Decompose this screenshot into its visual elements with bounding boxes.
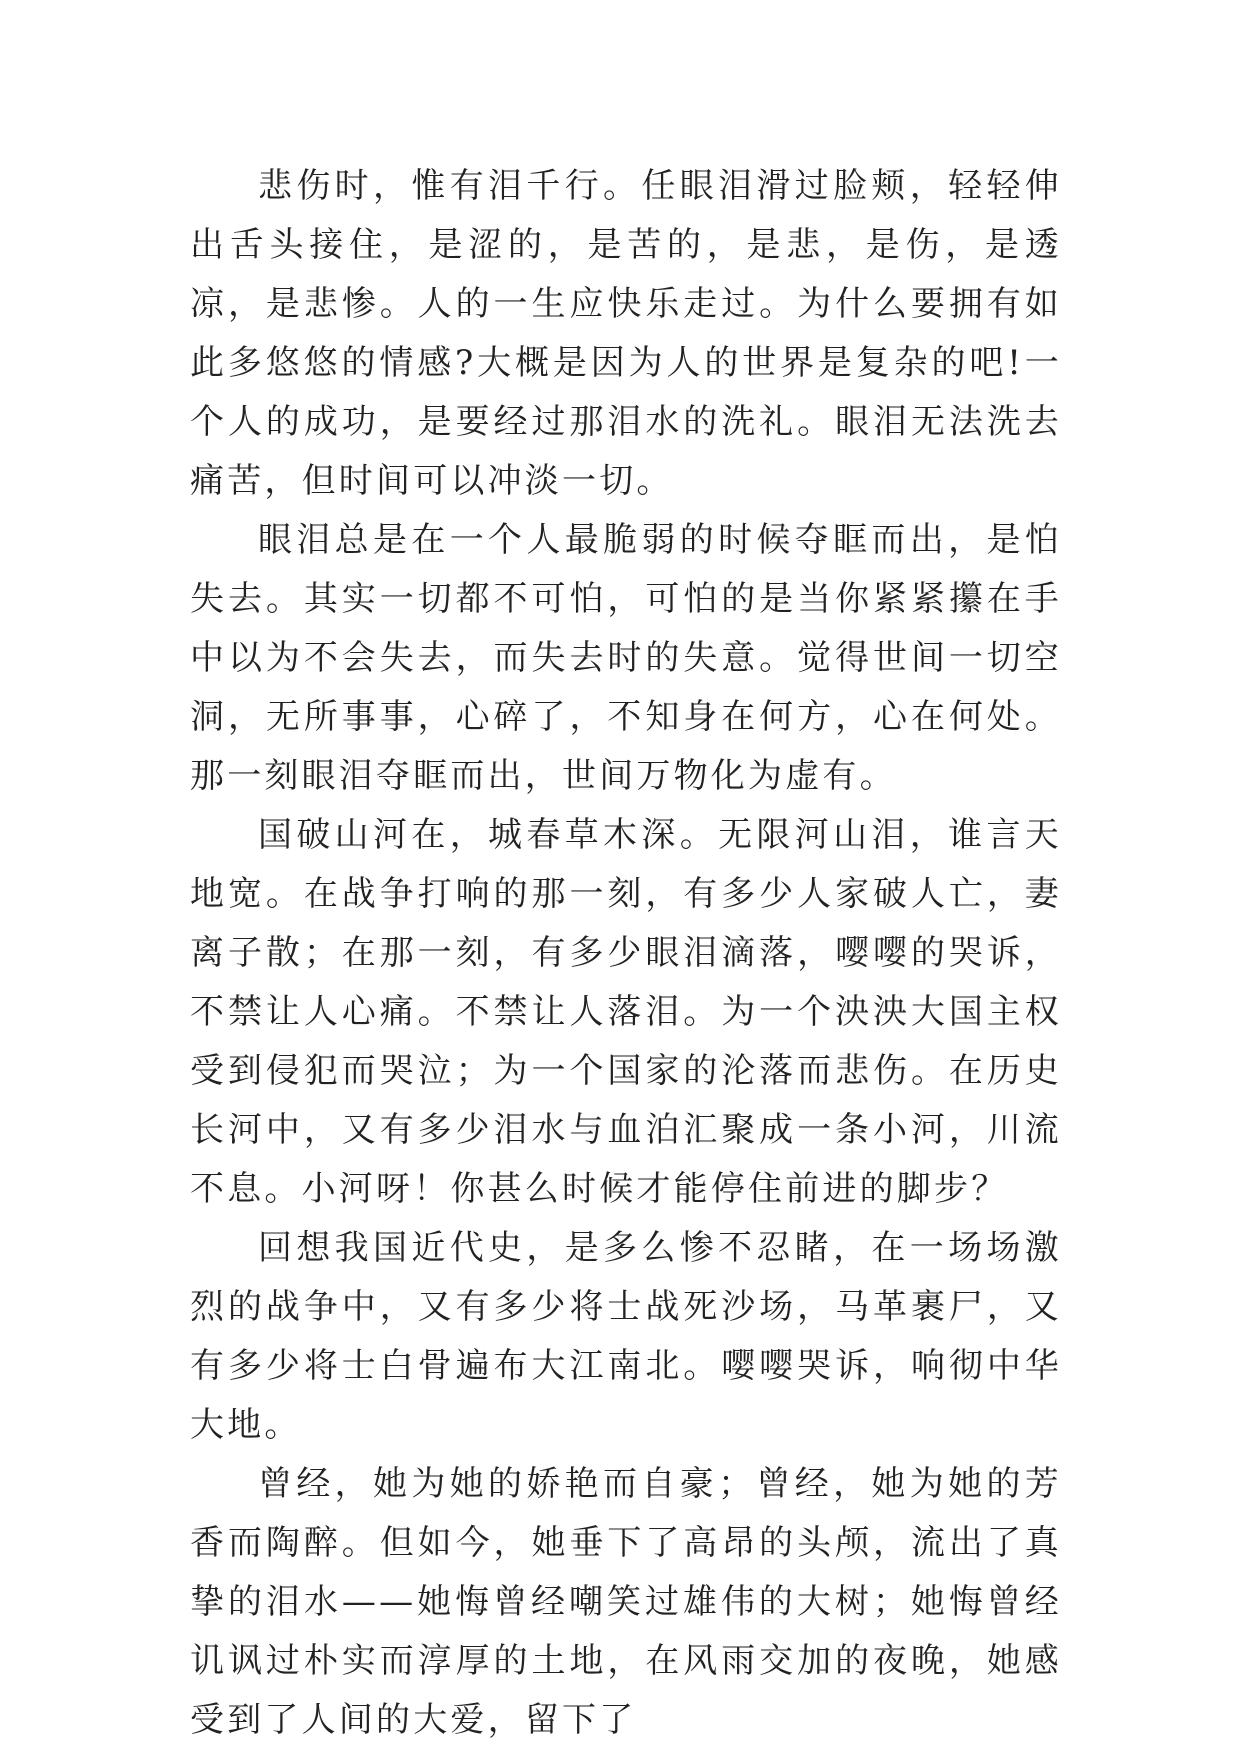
- article-body: [190, 157, 1062, 1750]
- paragraph-1: 悲伤时，惟有泪千行。任眼泪滑过脸颊，轻轻伸出舌头接住，是涩的，是苦的，是悲，是伤，是透凉，是悲惨。人的一生应快乐走过。为什么要拥有如此多悠悠的情感?大概是因为人的世界是复杂的吧!一个人的成功，是要经过那泪水的洗礼。眼泪无法洗去痛苦，但时间可以冲淡一切。: [190, 166, 1062, 501]
- paragraph-3: 国破山河在，城春草木深。无限河山泪，谁言天地宽。在战争打响的那一刻，有多少人家破人亡，妻离子散；在那一刻，有多少眼泪滴落，嘤嘤的哭诉，不禁让人心痛。不禁让人落泪。为一个泱泱大国主权受到侵犯而哭泣；为一个国家的沦落而悲伤。在历史长河中，又有多少泪水与血泊汇聚成一条小河，川流不息。小河呀！你甚么时候才能停住前进的脚步？: [190, 815, 1062, 1209]
- paragraph-4: 回想我国近代史，是多么惨不忍睹，在一场场激烈的战争中，又有多少将士战死沙场，马革裹尸，又有多少将士白骨遍布大江南北。嘤嘤哭诉，响彻中华大地。: [190, 1228, 1062, 1445]
- paragraph-5: 曾经，她为她的娇艳而自豪；曾经，她为她的芳香而陶醉。但如今，她垂下了高昂的头颅，流出了真挚的泪水——她悔曾经嘲笑过雄伟的大树；她悔曾经讥讽过朴实而淳厚的土地，在风雨交加的夜晚，她感受到了人间的大爱，留下了: [190, 1464, 1062, 1740]
- paragraph-2: 眼泪总是在一个人最脆弱的时候夺眶而出，是怕失去。其实一切都不可怕，可怕的是当你紧紧攥在手中以为不会失去，而失去时的失意。觉得世间一切空洞，无所事事，心碎了，不知身在何方，心在何处。那一刻眼泪夺眶而出，世间万物化为虚有。: [190, 520, 1062, 796]
